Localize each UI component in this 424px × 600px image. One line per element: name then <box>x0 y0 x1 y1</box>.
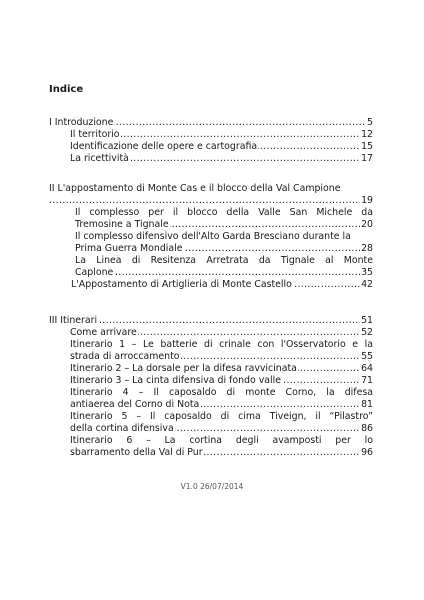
toc-entry-line[interactable]: Il complesso difensivo dell'Alto Garda Bresciano durante la <box>75 231 351 242</box>
toc-entry[interactable]: ..... Itinerario 2 – La dorsale per la difesa ravvicinata 64 <box>70 363 373 375</box>
toc-entry-line[interactable]: Itinerario 1 – Le batterie di crinale con l'Osservatorio e la <box>70 339 373 350</box>
toc-entry-line[interactable]: Itinerario 6 – La cortina degli avamposti per lo <box>70 435 373 446</box>
toc-entry-line[interactable]: II L'appostamento di Monte Cas e il blocco della Val Campione <box>49 183 341 194</box>
toc-entry[interactable]: ..... Il territorio 12 <box>70 129 373 141</box>
toc-entry[interactable]: ..... antiaerea del Corno di Nota 81 <box>70 399 373 411</box>
toc-entry[interactable]: ..... della cortina difensiva 86 <box>70 423 373 435</box>
toc-entry[interactable]: ..... III Itinerari 51 <box>49 315 373 327</box>
toc-entry[interactable]: ..... Prima Guerra Mondiale 28 <box>75 243 373 255</box>
toc-entry[interactable]: ..... Tremosine a Tignale 20 <box>75 219 373 231</box>
version-footer: V1.0 26/07/2014 <box>180 482 244 491</box>
toc-entry-line[interactable]: Itinerario 5 – Il caposaldo di cima Tiveign, il “Pilastro” <box>70 411 373 422</box>
toc-entry[interactable]: ..... strada di arroccamento 55 <box>70 351 373 363</box>
toc-entry[interactable]: ..... Identificazione delle opere e cartografia 15 <box>70 141 373 153</box>
toc-entry[interactable]: ..... La ricettività 17 <box>70 153 373 165</box>
toc-entry[interactable]: ..... Caplone 35 <box>75 267 373 279</box>
toc-section-itinerari <box>49 315 373 459</box>
toc-section-appostamento <box>49 183 373 291</box>
toc-entry[interactable]: ..... I Introduzione 5 <box>49 117 373 129</box>
toc-entry-line[interactable]: Il complesso per il blocco della Valle San Michele da <box>75 207 373 218</box>
toc-entry[interactable]: ..... Come arrivare 52 <box>70 327 373 339</box>
toc-entry[interactable]: ..... L'Appostamento di Artiglieria di Monte Castello 42 <box>71 279 373 291</box>
toc-entry[interactable]: ..... Itinerario 3 – La cinta difensiva di fondo valle 71 <box>70 375 373 387</box>
toc-entry-line[interactable]: Itinerario 4 – Il caposaldo di monte Corno, la difesa <box>70 387 373 398</box>
toc-entry[interactable]: ..... 19 <box>49 195 373 207</box>
toc-entry-line[interactable]: La Linea di Resitenza Arretrata da Tignale al Monte <box>75 255 373 266</box>
index-title: Indice <box>49 84 84 95</box>
toc-entry[interactable]: ..... sbarramento della Val di Pur 96 <box>70 447 373 459</box>
toc-section-introduzione <box>49 117 373 165</box>
